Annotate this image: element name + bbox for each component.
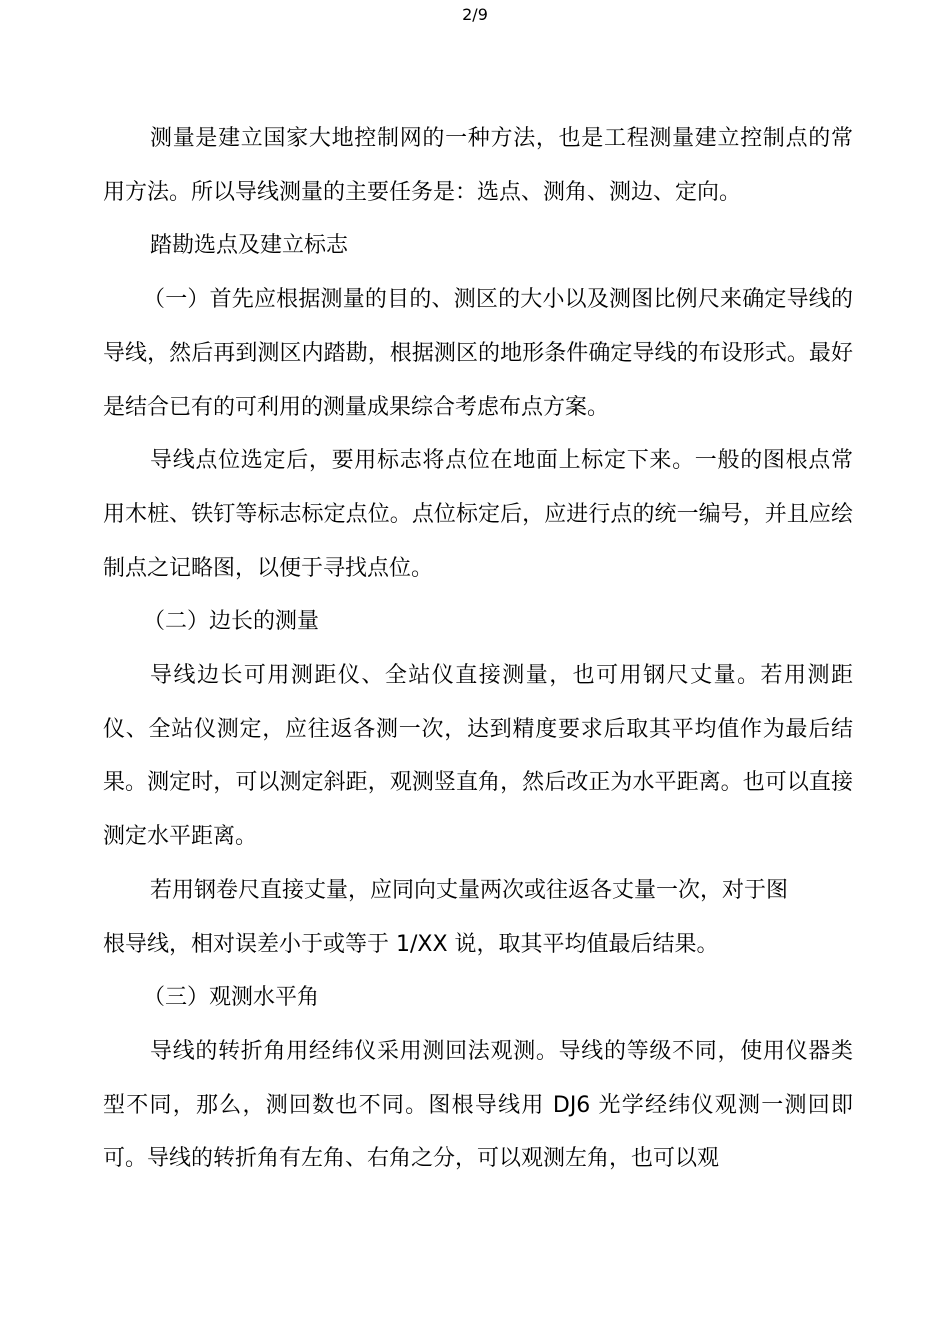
paragraph-steel-tape-line2: 根导线，相对误差小于或等于 1/XX 说，取其平均值最后结果。 [103,931,719,957]
paragraph-marking-points: 导线点位选定后，要用标志将点位在地面上标定下来。一般的图根点常用木桩、铁钉等标志标定点位。点位标定后，应进行点的统一编号，并且应绘制点之记略图，以便于寻找点位。 [103,448,853,581]
paragraph-steel-tape-line1: 若用钢卷尺直接丈量，应同向丈量两次或往返各丈量一次，对于图 [150,877,789,903]
section-heading-side-length: （二）边长的测量 [143,609,320,635]
paragraph-point-selection: （一）首先应根据测量的目的、测区的大小以及测图比例尺来确定导线的导线，然后再到测区内踏勘，根据测区的地形条件确定导线的布设形式。最好是结合已有的可利用的测量成果综合考虑布点方案。 [103,287,853,420]
paragraph-angle-observation: 导线的转折角用经纬仪采用测回法观测。导线的等级不同，使用仪器类型不同，那么，测回数也不同。图根导线用 DJ6 光学经纬仪观测一测回即可。导线的转折角有左角、右角之分，可以观测左角，也可以观 [103,1038,853,1172]
paragraph-traverse-intro: 测量是建立国家大地控制网的一种方法，也是工程测量建立控制点的常用方法。所以导线测量的主要任务是：选点、测角、测边、定向。 [103,126,853,205]
document-body [103,112,853,1186]
paragraph-distance-measurement: 导线边长可用测距仪、全站仪直接测量，也可用钢尺丈量。若用测距仪、全站仪测定，应往返各测一次，达到精度要求后取其平均值作为最后结果。测定时，可以测定斜距，观测竖直角，然后改正为水平距离。也可以直接测定水平距离。 [103,663,853,850]
page-number: 2/9 [462,5,488,24]
section-heading-horizontal-angle: （三）观测水平角 [143,985,320,1011]
section-heading-reconnaissance: 踏勘选点及建立标志 [150,233,349,259]
